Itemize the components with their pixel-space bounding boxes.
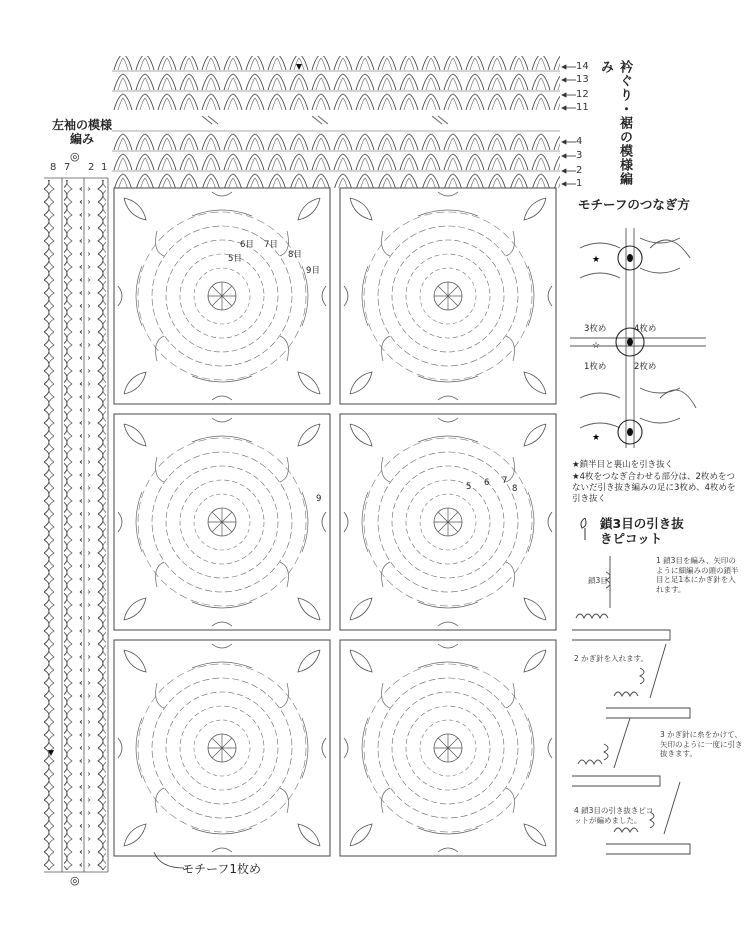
motif-count-5: 5目	[228, 254, 242, 264]
row-number-4: 4	[576, 136, 583, 147]
collar-band-title: 衿ぐり・裾の模様編み	[598, 60, 632, 186]
piece-2: 2枚め	[634, 362, 657, 372]
sleeve-title: 左袖の模様編み	[52, 118, 113, 146]
motif-count-9: 9目	[306, 266, 320, 276]
sleeve-count-2: 2	[88, 162, 95, 173]
picot-title: 鎖3目の引き抜きピコット	[600, 516, 684, 546]
picot-chain-label: 鎖3目	[588, 576, 608, 585]
sleeve-count-7: 7	[64, 162, 71, 173]
sleeve-bottom-marker: ◎	[70, 874, 80, 887]
svg-text:☆: ☆	[592, 341, 601, 351]
picot-icon	[574, 516, 596, 542]
motif-count-8: 8目	[288, 250, 302, 260]
ring-digit-8: 8	[512, 484, 518, 494]
joining-note-1: ★鎖半目と裏山を引き抜く	[572, 460, 674, 470]
motif-first-label: モチーフ1枚め	[182, 862, 262, 876]
row-number-12: 12	[576, 89, 589, 100]
ring-digit-7: 7	[502, 476, 508, 486]
row-number-2: 2	[576, 165, 583, 176]
piece-3: 3枚め	[584, 324, 607, 334]
ring-digit-9: 9	[316, 494, 322, 504]
svg-text:★: ★	[592, 433, 601, 443]
row-number-1: 1	[576, 178, 583, 189]
picot-step-4: 4 鎖3目の引き抜きピコットが編めました。	[574, 806, 654, 825]
row-number-14: 14	[576, 61, 589, 72]
picot-step-2: 2 かぎ針を入れます。	[574, 654, 649, 663]
picot-step-1: 1 鎖3目を編み、矢印のように細編みの頭の鎖半目と足1本にかぎ針を入れます。	[656, 556, 739, 594]
joining-note-2: ★4枚をつなぎ合わせる部分は、2枚めをつないだ引き抜き編みの足に3枚め、4枚めを引き抜く	[572, 472, 736, 504]
joining-diagram	[570, 218, 706, 454]
ring-digit-6: 6	[484, 478, 490, 488]
row-number-13: 13	[576, 74, 589, 85]
collar-band-diagram	[112, 52, 562, 192]
sleeve-count-1: 1	[101, 162, 108, 173]
row-number-3: 3	[576, 150, 583, 161]
joining-title: モチーフのつなぎ方	[578, 197, 690, 212]
piece-4: 4枚め	[634, 324, 657, 334]
sleeve-top-marker: ◎	[70, 150, 80, 163]
motif-count-6: 6目	[240, 240, 254, 250]
sleeve-band-diagram	[40, 176, 116, 876]
row-number-11: 11	[576, 102, 589, 113]
sleeve-count-8: 8	[50, 162, 57, 173]
motif-count-7: 7目	[264, 240, 278, 250]
piece-1: 1枚め	[584, 362, 607, 372]
motif-grid	[112, 186, 562, 858]
ring-digit-5: 5	[466, 482, 472, 492]
svg-text:★: ★	[592, 255, 601, 265]
picot-step-3: 3 かぎ針に糸をかけて、矢印のように一度に引き抜きます。	[660, 730, 743, 758]
